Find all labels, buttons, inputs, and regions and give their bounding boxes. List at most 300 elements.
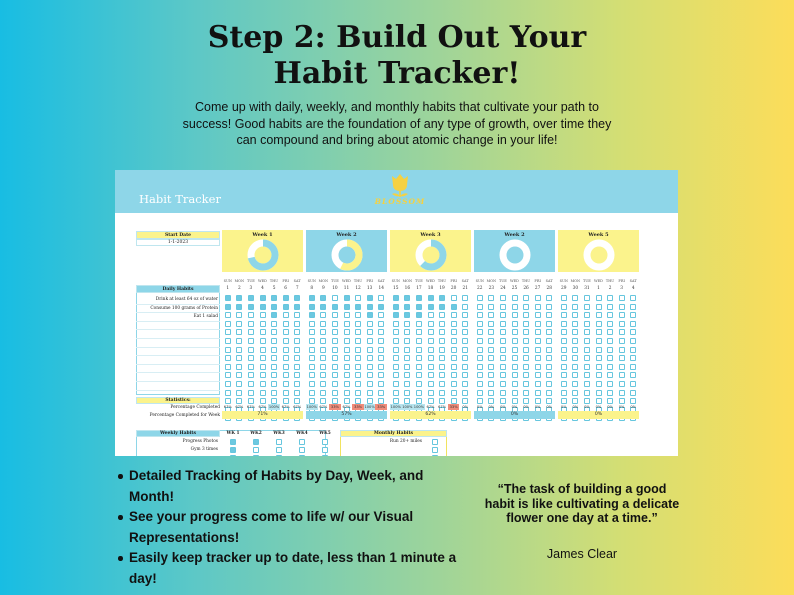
habit-checkbox[interactable] xyxy=(344,355,350,361)
habit-checkbox[interactable] xyxy=(477,338,483,344)
habit-checkbox[interactable] xyxy=(512,372,518,378)
habit-checkbox[interactable] xyxy=(332,304,338,310)
habit-checkbox[interactable] xyxy=(428,364,434,370)
daily-habit-row[interactable] xyxy=(136,356,220,365)
habit-checkbox[interactable] xyxy=(283,329,289,335)
habit-checkbox[interactable] xyxy=(596,304,602,310)
habit-checkbox[interactable] xyxy=(428,321,434,327)
habit-checkbox[interactable] xyxy=(367,304,373,310)
habit-checkbox[interactable] xyxy=(236,390,242,396)
habit-checkbox[interactable] xyxy=(320,355,326,361)
habit-checkbox[interactable] xyxy=(378,312,384,318)
habit-checkbox[interactable] xyxy=(462,295,468,301)
habit-checkbox[interactable] xyxy=(355,347,361,353)
habit-checkbox[interactable] xyxy=(309,304,315,310)
habit-checkbox[interactable] xyxy=(355,390,361,396)
habit-checkbox[interactable] xyxy=(355,312,361,318)
habit-checkbox[interactable] xyxy=(596,312,602,318)
habit-checkbox[interactable] xyxy=(320,390,326,396)
habit-checkbox[interactable] xyxy=(320,381,326,387)
habit-checkbox[interactable] xyxy=(462,347,468,353)
habit-checkbox[interactable] xyxy=(367,364,373,370)
habit-checkbox[interactable] xyxy=(404,312,410,318)
habit-checkbox[interactable] xyxy=(271,372,277,378)
habit-checkbox[interactable] xyxy=(428,390,434,396)
habit-checkbox[interactable] xyxy=(378,390,384,396)
habit-checkbox[interactable] xyxy=(512,295,518,301)
habit-checkbox[interactable] xyxy=(451,321,457,327)
habit-checkbox[interactable] xyxy=(607,364,613,370)
habit-checkbox[interactable] xyxy=(561,372,567,378)
monthly-habit-row[interactable] xyxy=(340,446,424,454)
habit-checkbox[interactable] xyxy=(271,355,277,361)
weekly-habit-row[interactable] xyxy=(136,454,220,456)
habit-checkbox[interactable] xyxy=(320,304,326,310)
habit-checkbox[interactable] xyxy=(236,347,242,353)
habit-checkbox[interactable] xyxy=(439,364,445,370)
habit-checkbox[interactable] xyxy=(572,390,578,396)
habit-checkbox[interactable] xyxy=(535,347,541,353)
habit-checkbox[interactable] xyxy=(477,347,483,353)
habit-checkbox[interactable] xyxy=(535,329,541,335)
weekly-checkbox[interactable] xyxy=(253,455,259,456)
habit-checkbox[interactable] xyxy=(344,321,350,327)
weekly-checkbox[interactable] xyxy=(230,439,236,445)
weekly-checkbox[interactable] xyxy=(276,447,282,453)
habit-checkbox[interactable] xyxy=(271,338,277,344)
habit-checkbox[interactable] xyxy=(477,321,483,327)
habit-checkbox[interactable] xyxy=(523,372,529,378)
habit-checkbox[interactable] xyxy=(428,338,434,344)
habit-checkbox[interactable] xyxy=(546,312,552,318)
habit-checkbox[interactable] xyxy=(378,295,384,301)
habit-checkbox[interactable] xyxy=(283,364,289,370)
habit-checkbox[interactable] xyxy=(523,347,529,353)
habit-checkbox[interactable] xyxy=(344,304,350,310)
habit-checkbox[interactable] xyxy=(535,338,541,344)
habit-checkbox[interactable] xyxy=(584,321,590,327)
habit-checkbox[interactable] xyxy=(344,381,350,387)
habit-checkbox[interactable] xyxy=(572,381,578,387)
habit-checkbox[interactable] xyxy=(630,372,636,378)
habit-checkbox[interactable] xyxy=(309,338,315,344)
habit-checkbox[interactable] xyxy=(451,347,457,353)
habit-checkbox[interactable] xyxy=(416,295,422,301)
habit-checkbox[interactable] xyxy=(248,304,254,310)
habit-checkbox[interactable] xyxy=(439,312,445,318)
habit-checkbox[interactable] xyxy=(344,347,350,353)
habit-checkbox[interactable] xyxy=(309,347,315,353)
habit-checkbox[interactable] xyxy=(271,390,277,396)
habit-checkbox[interactable] xyxy=(367,355,373,361)
habit-checkbox[interactable] xyxy=(607,347,613,353)
habit-checkbox[interactable] xyxy=(225,312,231,318)
habit-checkbox[interactable] xyxy=(332,355,338,361)
habit-checkbox[interactable] xyxy=(462,390,468,396)
habit-checkbox[interactable] xyxy=(404,329,410,335)
habit-checkbox[interactable] xyxy=(572,312,578,318)
habit-checkbox[interactable] xyxy=(404,295,410,301)
habit-checkbox[interactable] xyxy=(451,312,457,318)
habit-checkbox[interactable] xyxy=(248,295,254,301)
habit-checkbox[interactable] xyxy=(462,329,468,335)
habit-checkbox[interactable] xyxy=(428,355,434,361)
habit-checkbox[interactable] xyxy=(488,381,494,387)
habit-checkbox[interactable] xyxy=(535,304,541,310)
habit-checkbox[interactable] xyxy=(630,390,636,396)
habit-checkbox[interactable] xyxy=(584,338,590,344)
habit-checkbox[interactable] xyxy=(355,338,361,344)
weekly-habit-row[interactable]: Gym 3 times xyxy=(190,447,218,452)
habit-checkbox[interactable] xyxy=(332,381,338,387)
habit-checkbox[interactable] xyxy=(309,321,315,327)
habit-checkbox[interactable] xyxy=(572,338,578,344)
habit-checkbox[interactable] xyxy=(584,390,590,396)
habit-checkbox[interactable] xyxy=(428,304,434,310)
habit-checkbox[interactable] xyxy=(488,372,494,378)
weekly-checkbox[interactable] xyxy=(299,447,305,453)
habit-checkbox[interactable] xyxy=(260,390,266,396)
habit-checkbox[interactable] xyxy=(378,304,384,310)
habit-checkbox[interactable] xyxy=(451,355,457,361)
habit-checkbox[interactable] xyxy=(477,304,483,310)
habit-checkbox[interactable] xyxy=(584,381,590,387)
habit-checkbox[interactable] xyxy=(607,338,613,344)
daily-habit-row[interactable]: Drink at least 64 oz of water xyxy=(136,296,220,305)
daily-habit-row[interactable] xyxy=(136,339,220,348)
habit-checkbox[interactable] xyxy=(561,295,567,301)
habit-checkbox[interactable] xyxy=(596,295,602,301)
habit-checkbox[interactable] xyxy=(344,338,350,344)
habit-checkbox[interactable] xyxy=(393,304,399,310)
habit-checkbox[interactable] xyxy=(561,364,567,370)
habit-checkbox[interactable] xyxy=(248,312,254,318)
habit-checkbox[interactable] xyxy=(332,312,338,318)
habit-checkbox[interactable] xyxy=(248,355,254,361)
weekly-checkbox[interactable] xyxy=(276,439,282,445)
habit-checkbox[interactable] xyxy=(283,355,289,361)
habit-checkbox[interactable] xyxy=(561,304,567,310)
habit-checkbox[interactable] xyxy=(477,381,483,387)
habit-checkbox[interactable] xyxy=(393,329,399,335)
start-date-value[interactable]: 1-1-2023 xyxy=(136,239,220,246)
habit-checkbox[interactable] xyxy=(283,381,289,387)
habit-checkbox[interactable] xyxy=(248,329,254,335)
habit-checkbox[interactable] xyxy=(500,372,506,378)
habit-checkbox[interactable] xyxy=(332,321,338,327)
habit-checkbox[interactable] xyxy=(619,329,625,335)
habit-checkbox[interactable] xyxy=(523,338,529,344)
habit-checkbox[interactable] xyxy=(367,338,373,344)
habit-checkbox[interactable] xyxy=(393,338,399,344)
habit-checkbox[interactable] xyxy=(294,321,300,327)
habit-checkbox[interactable] xyxy=(596,347,602,353)
habit-checkbox[interactable] xyxy=(283,372,289,378)
habit-checkbox[interactable] xyxy=(477,312,483,318)
habit-checkbox[interactable] xyxy=(512,355,518,361)
monthly-checkbox[interactable] xyxy=(432,455,438,456)
habit-checkbox[interactable] xyxy=(320,329,326,335)
habit-checkbox[interactable] xyxy=(546,295,552,301)
habit-checkbox[interactable] xyxy=(248,364,254,370)
habit-checkbox[interactable] xyxy=(225,338,231,344)
habit-checkbox[interactable] xyxy=(512,347,518,353)
habit-checkbox[interactable] xyxy=(561,347,567,353)
habit-checkbox[interactable] xyxy=(294,347,300,353)
habit-checkbox[interactable] xyxy=(535,295,541,301)
habit-checkbox[interactable] xyxy=(416,364,422,370)
habit-checkbox[interactable] xyxy=(488,390,494,396)
habit-checkbox[interactable] xyxy=(596,355,602,361)
habit-checkbox[interactable] xyxy=(619,295,625,301)
habit-checkbox[interactable] xyxy=(607,329,613,335)
habit-checkbox[interactable] xyxy=(439,355,445,361)
habit-checkbox[interactable] xyxy=(355,372,361,378)
habit-checkbox[interactable] xyxy=(294,381,300,387)
habit-checkbox[interactable] xyxy=(451,338,457,344)
habit-checkbox[interactable] xyxy=(344,372,350,378)
habit-checkbox[interactable] xyxy=(404,321,410,327)
habit-checkbox[interactable] xyxy=(225,364,231,370)
habit-checkbox[interactable] xyxy=(630,304,636,310)
daily-habit-row[interactable]: Eat 1 salad xyxy=(136,313,220,322)
habit-checkbox[interactable] xyxy=(477,364,483,370)
habit-checkbox[interactable] xyxy=(294,312,300,318)
habit-checkbox[interactable] xyxy=(488,312,494,318)
habit-checkbox[interactable] xyxy=(572,329,578,335)
habit-checkbox[interactable] xyxy=(500,304,506,310)
habit-checkbox[interactable] xyxy=(477,372,483,378)
habit-checkbox[interactable] xyxy=(500,312,506,318)
habit-checkbox[interactable] xyxy=(546,347,552,353)
habit-checkbox[interactable] xyxy=(404,347,410,353)
habit-checkbox[interactable] xyxy=(546,329,552,335)
habit-checkbox[interactable] xyxy=(416,390,422,396)
habit-checkbox[interactable] xyxy=(378,347,384,353)
habit-checkbox[interactable] xyxy=(596,329,602,335)
habit-checkbox[interactable] xyxy=(584,347,590,353)
habit-checkbox[interactable] xyxy=(344,295,350,301)
habit-checkbox[interactable] xyxy=(535,372,541,378)
habit-checkbox[interactable] xyxy=(260,372,266,378)
habit-checkbox[interactable] xyxy=(477,390,483,396)
habit-checkbox[interactable] xyxy=(320,312,326,318)
habit-checkbox[interactable] xyxy=(462,304,468,310)
habit-checkbox[interactable] xyxy=(260,329,266,335)
habit-checkbox[interactable] xyxy=(294,364,300,370)
habit-checkbox[interactable] xyxy=(607,372,613,378)
habit-checkbox[interactable] xyxy=(416,312,422,318)
habit-checkbox[interactable] xyxy=(309,295,315,301)
habit-checkbox[interactable] xyxy=(236,312,242,318)
habit-checkbox[interactable] xyxy=(500,355,506,361)
habit-checkbox[interactable] xyxy=(260,338,266,344)
habit-checkbox[interactable] xyxy=(294,355,300,361)
habit-checkbox[interactable] xyxy=(332,364,338,370)
habit-checkbox[interactable] xyxy=(344,390,350,396)
habit-checkbox[interactable] xyxy=(488,321,494,327)
habit-checkbox[interactable] xyxy=(294,390,300,396)
habit-checkbox[interactable] xyxy=(451,372,457,378)
habit-checkbox[interactable] xyxy=(512,304,518,310)
habit-checkbox[interactable] xyxy=(619,304,625,310)
habit-checkbox[interactable] xyxy=(271,347,277,353)
habit-checkbox[interactable] xyxy=(271,381,277,387)
habit-checkbox[interactable] xyxy=(236,372,242,378)
habit-checkbox[interactable] xyxy=(378,338,384,344)
habit-checkbox[interactable] xyxy=(546,390,552,396)
habit-checkbox[interactable] xyxy=(523,329,529,335)
habit-checkbox[interactable] xyxy=(271,304,277,310)
habit-checkbox[interactable] xyxy=(477,355,483,361)
habit-checkbox[interactable] xyxy=(546,372,552,378)
habit-checkbox[interactable] xyxy=(512,321,518,327)
habit-checkbox[interactable] xyxy=(561,329,567,335)
habit-checkbox[interactable] xyxy=(523,355,529,361)
habit-checkbox[interactable] xyxy=(512,312,518,318)
habit-checkbox[interactable] xyxy=(477,329,483,335)
habit-checkbox[interactable] xyxy=(523,304,529,310)
habit-checkbox[interactable] xyxy=(488,355,494,361)
habit-checkbox[interactable] xyxy=(451,329,457,335)
daily-habit-row[interactable] xyxy=(136,382,220,391)
habit-checkbox[interactable] xyxy=(355,321,361,327)
habit-checkbox[interactable] xyxy=(512,390,518,396)
habit-checkbox[interactable] xyxy=(309,390,315,396)
habit-checkbox[interactable] xyxy=(404,304,410,310)
habit-checkbox[interactable] xyxy=(367,329,373,335)
habit-checkbox[interactable] xyxy=(236,338,242,344)
habit-checkbox[interactable] xyxy=(393,295,399,301)
habit-checkbox[interactable] xyxy=(332,390,338,396)
habit-checkbox[interactable] xyxy=(488,364,494,370)
habit-checkbox[interactable] xyxy=(367,321,373,327)
habit-checkbox[interactable] xyxy=(546,355,552,361)
habit-checkbox[interactable] xyxy=(309,372,315,378)
habit-checkbox[interactable] xyxy=(416,338,422,344)
habit-checkbox[interactable] xyxy=(619,372,625,378)
habit-checkbox[interactable] xyxy=(630,295,636,301)
habit-checkbox[interactable] xyxy=(404,355,410,361)
habit-checkbox[interactable] xyxy=(416,381,422,387)
habit-checkbox[interactable] xyxy=(630,355,636,361)
habit-checkbox[interactable] xyxy=(332,295,338,301)
habit-checkbox[interactable] xyxy=(283,321,289,327)
habit-checkbox[interactable] xyxy=(404,372,410,378)
habit-checkbox[interactable] xyxy=(546,364,552,370)
habit-checkbox[interactable] xyxy=(260,364,266,370)
habit-checkbox[interactable] xyxy=(523,312,529,318)
habit-checkbox[interactable] xyxy=(283,347,289,353)
habit-checkbox[interactable] xyxy=(416,321,422,327)
habit-checkbox[interactable] xyxy=(378,372,384,378)
daily-habit-row[interactable] xyxy=(136,348,220,357)
habit-checkbox[interactable] xyxy=(630,321,636,327)
habit-checkbox[interactable] xyxy=(416,304,422,310)
weekly-checkbox[interactable] xyxy=(322,455,328,456)
habit-checkbox[interactable] xyxy=(584,295,590,301)
habit-checkbox[interactable] xyxy=(630,364,636,370)
habit-checkbox[interactable] xyxy=(283,295,289,301)
habit-checkbox[interactable] xyxy=(596,321,602,327)
monthly-habit-row[interactable] xyxy=(340,454,424,456)
habit-checkbox[interactable] xyxy=(320,295,326,301)
habit-checkbox[interactable] xyxy=(248,338,254,344)
habit-checkbox[interactable] xyxy=(320,372,326,378)
habit-checkbox[interactable] xyxy=(596,364,602,370)
habit-checkbox[interactable] xyxy=(294,304,300,310)
habit-checkbox[interactable] xyxy=(500,381,506,387)
habit-checkbox[interactable] xyxy=(248,321,254,327)
daily-habit-row[interactable]: Consume 100 grams of Protein xyxy=(136,305,220,314)
habit-checkbox[interactable] xyxy=(619,321,625,327)
habit-checkbox[interactable] xyxy=(462,364,468,370)
habit-checkbox[interactable] xyxy=(584,364,590,370)
habit-checkbox[interactable] xyxy=(378,355,384,361)
habit-checkbox[interactable] xyxy=(355,355,361,361)
habit-checkbox[interactable] xyxy=(462,321,468,327)
habit-checkbox[interactable] xyxy=(367,381,373,387)
habit-checkbox[interactable] xyxy=(283,338,289,344)
weekly-checkbox[interactable] xyxy=(276,455,282,456)
habit-checkbox[interactable] xyxy=(236,329,242,335)
habit-checkbox[interactable] xyxy=(439,390,445,396)
habit-checkbox[interactable] xyxy=(535,364,541,370)
habit-checkbox[interactable] xyxy=(462,372,468,378)
habit-checkbox[interactable] xyxy=(535,355,541,361)
habit-checkbox[interactable] xyxy=(283,312,289,318)
habit-checkbox[interactable] xyxy=(561,355,567,361)
habit-checkbox[interactable] xyxy=(355,381,361,387)
habit-checkbox[interactable] xyxy=(355,329,361,335)
habit-checkbox[interactable] xyxy=(404,338,410,344)
habit-checkbox[interactable] xyxy=(546,304,552,310)
habit-checkbox[interactable] xyxy=(462,381,468,387)
habit-checkbox[interactable] xyxy=(378,329,384,335)
habit-checkbox[interactable] xyxy=(260,355,266,361)
daily-habit-row[interactable] xyxy=(136,365,220,374)
habit-checkbox[interactable] xyxy=(500,347,506,353)
habit-checkbox[interactable] xyxy=(404,364,410,370)
habit-checkbox[interactable] xyxy=(572,304,578,310)
habit-checkbox[interactable] xyxy=(416,329,422,335)
habit-checkbox[interactable] xyxy=(607,295,613,301)
habit-checkbox[interactable] xyxy=(367,390,373,396)
habit-checkbox[interactable] xyxy=(546,381,552,387)
habit-checkbox[interactable] xyxy=(451,295,457,301)
habit-checkbox[interactable] xyxy=(619,312,625,318)
habit-checkbox[interactable] xyxy=(393,372,399,378)
habit-checkbox[interactable] xyxy=(630,312,636,318)
habit-checkbox[interactable] xyxy=(561,338,567,344)
habit-checkbox[interactable] xyxy=(439,329,445,335)
habit-checkbox[interactable] xyxy=(572,355,578,361)
habit-checkbox[interactable] xyxy=(225,381,231,387)
habit-checkbox[interactable] xyxy=(428,347,434,353)
habit-checkbox[interactable] xyxy=(236,295,242,301)
habit-checkbox[interactable] xyxy=(451,381,457,387)
habit-checkbox[interactable] xyxy=(462,355,468,361)
habit-checkbox[interactable] xyxy=(236,355,242,361)
habit-checkbox[interactable] xyxy=(225,355,231,361)
monthly-checkbox[interactable] xyxy=(432,447,438,453)
habit-checkbox[interactable] xyxy=(439,381,445,387)
habit-checkbox[interactable] xyxy=(393,364,399,370)
habit-checkbox[interactable] xyxy=(584,355,590,361)
habit-checkbox[interactable] xyxy=(271,329,277,335)
habit-checkbox[interactable] xyxy=(309,312,315,318)
habit-checkbox[interactable] xyxy=(572,347,578,353)
